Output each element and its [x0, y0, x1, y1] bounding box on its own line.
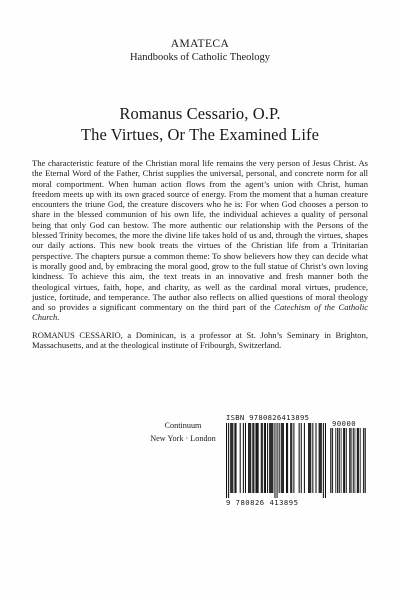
- barcode: [226, 413, 368, 510]
- series-subtitle: Handbooks of Catholic Theology: [129, 52, 271, 63]
- price-addon-digits: 90000: [332, 419, 357, 428]
- description-text: The characteristic feature of the Christian moral life remains the very person of Jesus Christ. As the Eternal Word of the Father, Christ supplies the universal, personal, and concrete norm for all moral comportment. When human action flows from the agent’s union with Christ, human freedom meets up with its own graced source of energy. From the moment that a human creature encounters the triune God, the creature discovers who he is: For when God chooses a person to share in the blessed communion of his own life, the individual achieves a quality of personal being that only God can bestow. The more authentic our relationship with the Persons of the blessed Trinity becomes, the more the divine life takes hold of us and, through the virtues, shapes our daily actions. This new book treats the virtues of the Christian life from a Trinitarian perspective. The chapters pursue a common theme: To show believers how they can decide what is morally good and, by embracing the moral good, grow to the full statue of Christ’s own loving kindness. To achieve this aim, the text treats in an innovative and fresh manner both the theological virtues, faith, hope, and charity, as well as the cardinal moral virtues, prudence, justice, fortitude, and temperance. The author also reflects on allied questions of moral theology and so provides a significant commentary on the third part of the: [32, 158, 368, 313]
- ean-barcode-icon: [226, 423, 326, 499]
- publisher-imprint: [148, 420, 218, 444]
- series-header: [0, 38, 400, 64]
- author-bio: ROMANUS CESSARIO, a Dominican, is a professor at St. John’s Seminary in Brighton, Massachusetts, and at the theological institute of Fribourgh, Switzerland.: [32, 330, 368, 351]
- addon-barcode-icon: [330, 428, 366, 494]
- series-name: AMATECA: [170, 38, 230, 50]
- book-title: The Virtues, Or The Examined Life: [80, 125, 320, 144]
- description-paragraph: [32, 158, 368, 323]
- isbn-label: ISBN 9780826413895: [226, 413, 310, 422]
- book-title-block: [0, 103, 400, 145]
- publisher-name: Continuum: [164, 421, 202, 430]
- catechism-title: Catechism of the Catholic Church.: [32, 302, 368, 323]
- ean-digits: 9 780826 413895: [226, 498, 299, 507]
- publisher-cities: New York · London: [150, 434, 216, 443]
- author-name: Romanus Cessario, O.P.: [119, 104, 281, 123]
